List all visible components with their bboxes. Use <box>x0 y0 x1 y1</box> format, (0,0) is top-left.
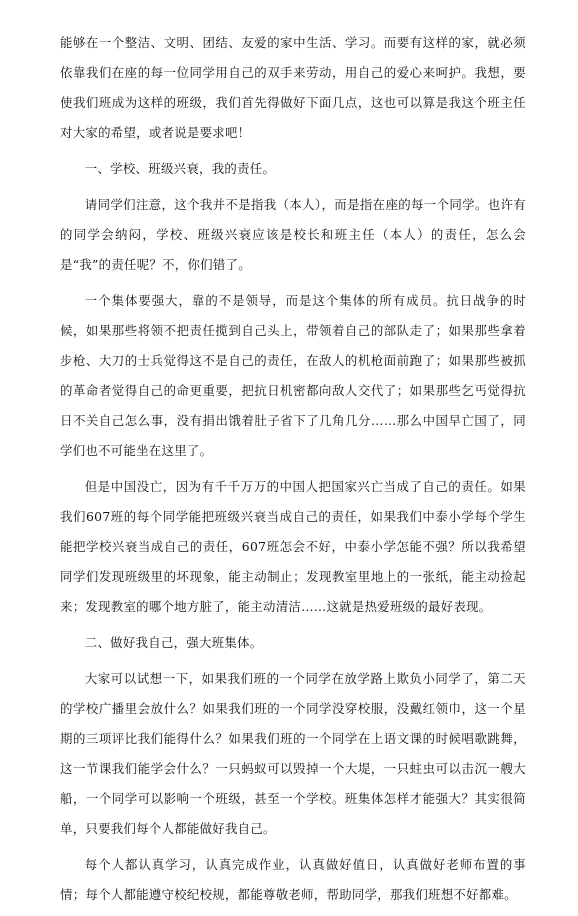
paragraph-responsibility-3: 但是中国没亡，因为有千千万万的中国人把国家兴亡当成了自己的责任。如果我们607班的每个同学能把班级兴衰当成自己的责任，如果我们中泰小学每个学生能把学校兴衰当成自己的责任，607班怎会不好，中泰小学怎能不强？所以我希望同学们发现班级里的坏现象，能主动制止；发现教室里地上的一张纸，能主动捡起来；发现教室的哪个地方脏了，能主动清洁……这就是热爱班级的最好表现。 <box>60 479 526 614</box>
section-heading-2: 二、做好我自己，强大班集体。 <box>84 635 263 650</box>
paragraph-self-2: 每个人都认真学习，认真完成作业，认真做好值日，认真做好老师布置的事情；每个人都能遵守校纪校规，都能尊敬老师，帮助同学，那我们班想不好都难。 <box>60 857 526 902</box>
paragraph-self-1: 大家可以试想一下，如果我们班的一个同学在放学路上欺负小同学了，第二天的学校广播里会放什么？如果我们班的一个同学没穿校服，没戴红领巾，这一个星期的三项评比我们能得什么？如果我们班的一个同学在上语文课的时候唱歌跳舞，这一节课我们能学会什么？一只蚂蚁可以毁掉一个大堤，一只蛀虫可以击沉一艘大船，一个同学可以影响一个班级，甚至一个学校。班集体怎样才能强大？其实很简单，只要我们每个人都能做好我自己。 <box>60 671 526 836</box>
paragraph-responsibility-2: 一个集体要强大，靠的不是领导，而是这个集体的所有成员。抗日战争的时候，如果那些将领不把责任揽到自己头上，带领着自己的部队走了；如果那些拿着步枪、大刀的士兵觉得这不是自己的责任，在敌人的机枪面前跑了；如果那些被抓的革命者觉得自己的命更重要，把抗日机密都向敌人交代了；如果那些乞丐觉得抗日不关自己怎么事，没有捐出饿着肚子省下了几角几分……那么中国早亡国了，同学们也不可能坐在这里了。 <box>60 293 526 458</box>
document-page <box>60 28 526 916</box>
paragraph-responsibility-1: 请同学们注意，这个我并不是指我（本人），而是指在座的每一个同学。也许有的同学会纳闷，学校、班级兴衰应该是校长和班主任（本人）的责任，怎么会是“我”的责任呢？不，你们错了。 <box>60 197 526 272</box>
paragraph-intro: 能够在一个整洁、文明、团结、友爱的家中生活、学习。而要有这样的家，就必须依靠我们在座的每一位同学用自己的双手来劳动，用自己的爱心来呵护。我想，要使我们班成为这样的班级，我们首先得做好下面几点，这也可以算是我这个班主任对大家的希望，或者说是要求吧！ <box>60 35 526 140</box>
section-heading-1: 一、学校、班级兴衰，我的责任。 <box>84 161 276 176</box>
